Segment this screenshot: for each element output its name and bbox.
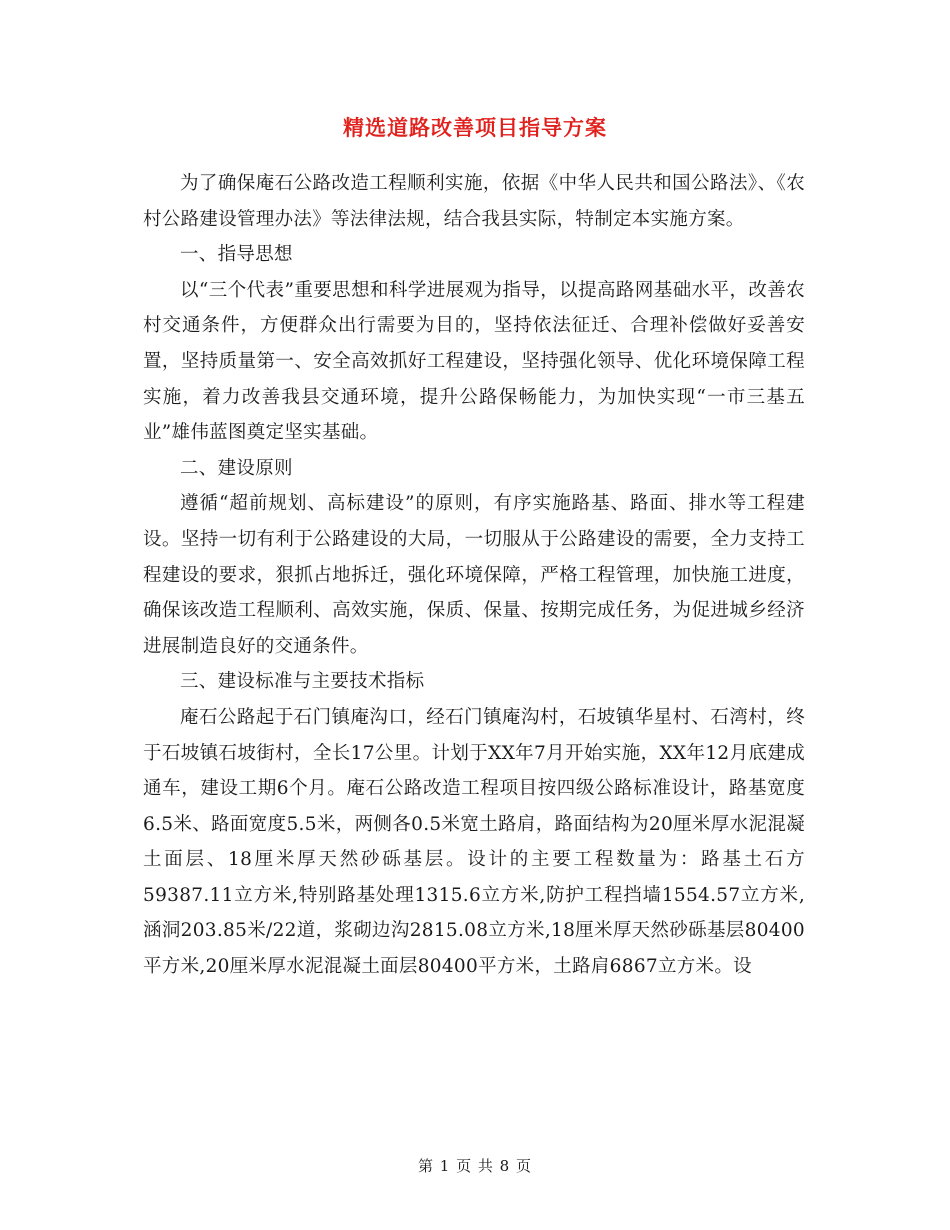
page-footer: 第 1 页 共 8 页	[418, 1157, 532, 1175]
document-title: 精选道路改善项目指导方案	[343, 115, 607, 140]
section-heading-guiding-ideology: 一、指导思想	[180, 244, 293, 266]
construction-principles-paragraph: 遵循“超前规划、高标建设”的原则，有序实施路基、路面、排水等工程建设。坚持一切有利于公路建设的大局，一切服从于公路建设的需要，全力支持工程建设的要求，狠抓占地拆迁，强化环境保障，严格工程管理，加快施工进度，确保该改造工程顺利、高效实施，保质、保量、按期完成任务，为促进城乡经济进展制造良好的交通条件。	[143, 493, 805, 657]
guiding-ideology-paragraph: 以“三个代表”重要思想和科学进展观为指导，以提高路网基础水平，改善农村交通条件，方便群众出行需要为目的，坚持依法征迁、合理补偿做好妥善安置，坚持质量第一、安全高效抓好工程建设，坚持强化领导、优化环境保障工程实施，着力改善我县交通环境，提升公路保畅能力，为加快实现“一市三基五业”雄伟蓝图奠定坚实基础。	[143, 279, 805, 444]
intro-paragraph: 为了确保庵石公路改造工程顺利实施，依据《中华人民共和国公路法》、《农村公路建设管理办法》等法律法规，结合我县实际，特制定本实施方案。	[143, 173, 805, 230]
construction-standards-paragraph: 庵石公路起于石门镇庵沟口，经石门镇庵沟村，石坡镇华星村、石湾村，终于石坡镇石坡街村，全长17公里。计划于XX年7月开始实施，XX年12月底建成通车，建设工期6个月。庵石公路改造工程项目按四级公路标准设计，路基宽度6.5米、路面宽度5.5米，两侧各0.5米宽土路肩，路面结构为20厘米厚水泥混凝土面层、18厘米厚天然砂砾基层。设计的主要工程数量为：路基土石方59387.11立方米,特别路基处理1315.6立方米,防护工程挡墙1554.57立方米,涵洞203.85米/22道，浆砌边沟2815.08立方米,18厘米厚天然砂砾基层80400平方米,20厘米厚水泥混凝土面层80400平方米，土路肩6867立方米。设	[143, 706, 805, 978]
section-heading-construction-standards: 三、建设标准与主要技术指标	[180, 671, 425, 693]
section-heading-construction-principles: 二、建设原则	[180, 457, 293, 479]
document-body	[143, 166, 805, 985]
